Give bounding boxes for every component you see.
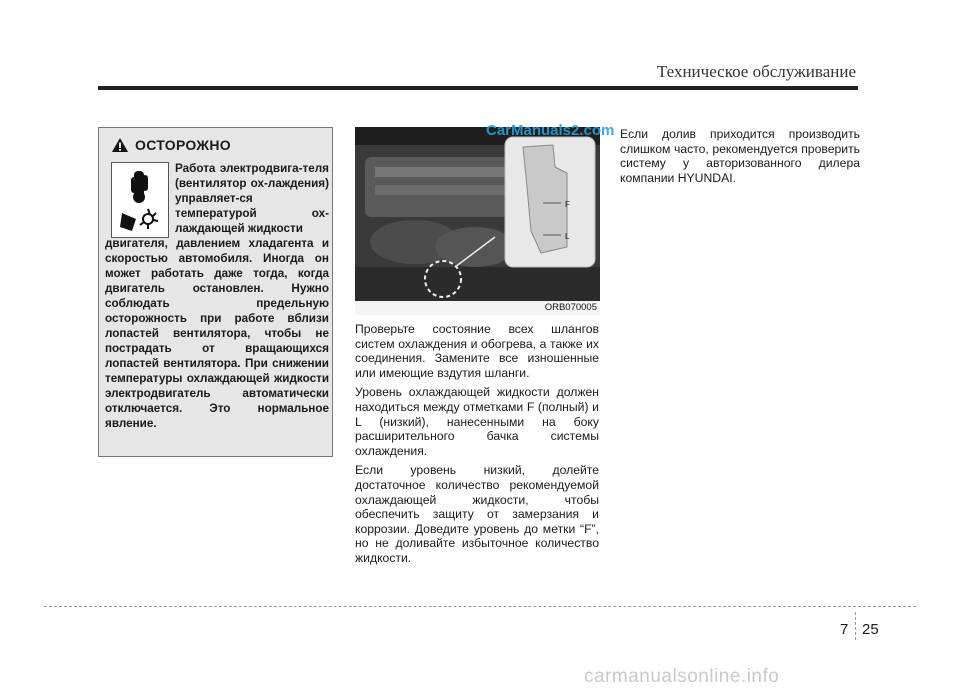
- warning-heading-row: [111, 137, 231, 153]
- page-number: 25: [862, 621, 879, 638]
- footer-divider: [855, 612, 856, 640]
- warning-triangle-icon: [111, 137, 129, 153]
- engine-illustration: [355, 127, 600, 315]
- warning-text-main: двигателя, давлением хладагента и скоростью автомобиля. Иногда он может работать даже тогда, когда двигатель остановлен. Нужно соблюдать предельную осторожность при работе вблизи лопастей вентилятора, чтобы не пострадать от вращающихся лопастей вентилятора. При снижении температуры охлаждающей жидкости электродвигатель автоматически отключается. Это нормальное явление.: [105, 237, 329, 430]
- header-rule: [98, 86, 858, 90]
- engine-coolant-figure: [355, 127, 600, 315]
- paragraph: Если долив приходится производить слишком часто, рекомендуется проверить систему у авторизованного дилера компании HYUNDAI.: [620, 127, 860, 185]
- column-3-text: [620, 127, 860, 185]
- section-title: Техническое обслуживание: [656, 62, 856, 81]
- footer-rule: [44, 606, 916, 607]
- level-f-label: F: [565, 200, 570, 209]
- paragraph: Уровень охлаждающей жидкости должен находиться между отметками F (полный) и L (низкий), нанесенными на боку расширительного бачка системы охлаждения.: [355, 385, 599, 458]
- warning-box: [98, 127, 333, 457]
- site-watermark: carmanualsonline.info: [584, 666, 780, 687]
- paragraph: Если уровень низкий, долейте достаточное количество рекомендуемой охлаждающей жидкости, чтобы обеспечить защиту от замерзания и коррозии. Доведите уровень до метки “F”, но не доливайте избыточное количество жидкости.: [355, 463, 599, 565]
- warning-heading: ОСТОРОЖНО: [135, 137, 231, 153]
- column-2-text: [355, 322, 599, 571]
- level-l-label: L: [565, 232, 570, 241]
- paragraph: Проверьте состояние всех шлангов систем охлаждения и обогрева, а также их соединения. Замените все изношенные или имеющие вздутия шланги.: [355, 322, 599, 380]
- figure-caption: ORB070005: [544, 302, 597, 313]
- watermark-logo: CarManuals2.com: [486, 122, 615, 139]
- fan-hand-hazard-icon: [111, 162, 169, 238]
- warning-text-top: Работа электродвига-теля (вентилятор ох-лаждения) управляет-ся температурой ох-лаждающей жидкости: [175, 162, 329, 235]
- chapter-number: 7: [840, 621, 849, 638]
